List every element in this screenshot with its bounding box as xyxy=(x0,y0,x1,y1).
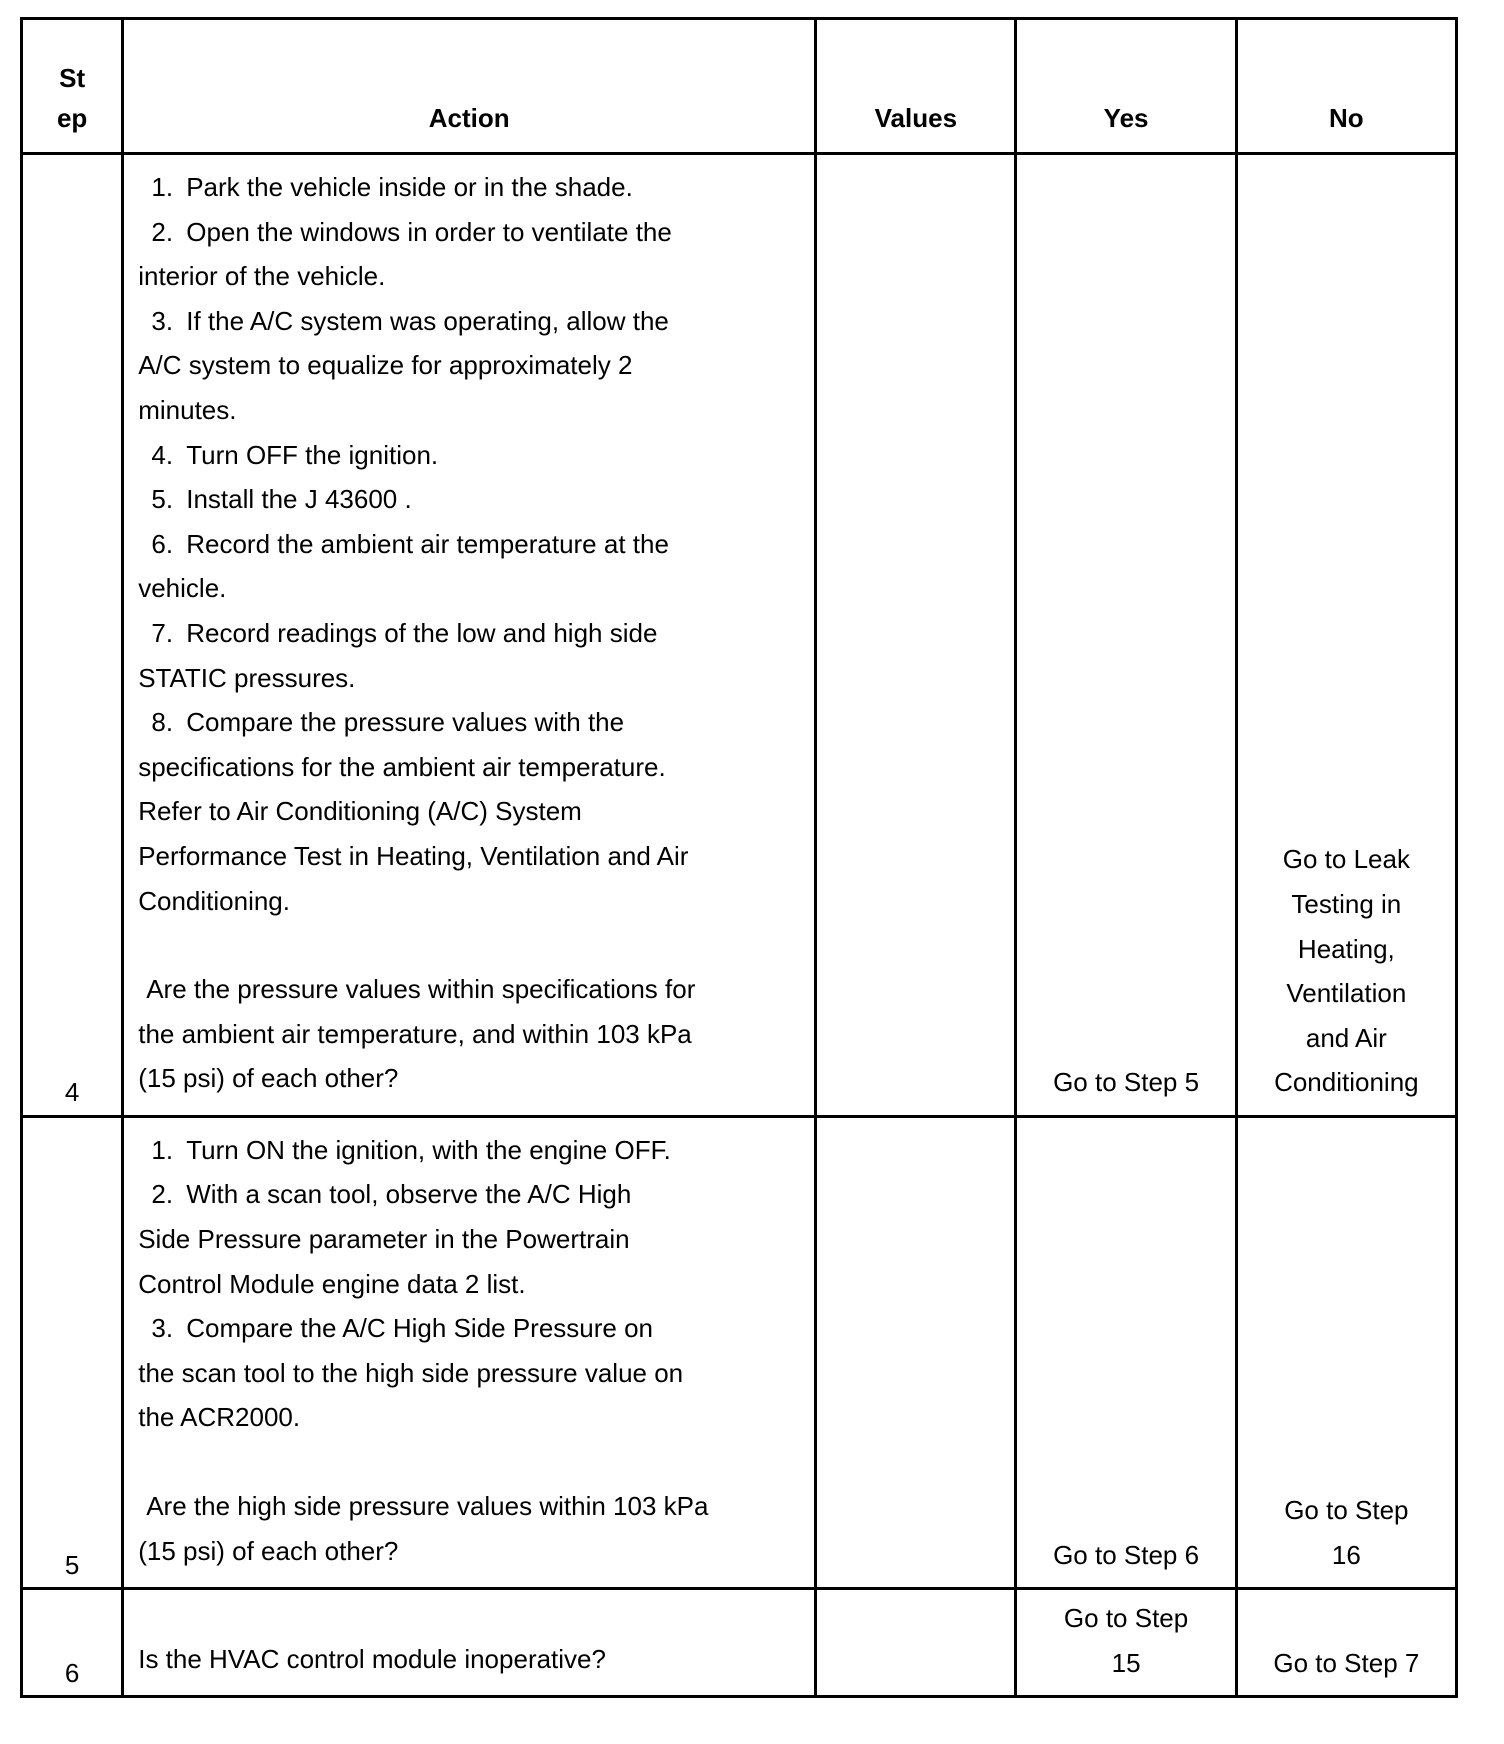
action-cell xyxy=(123,154,816,1117)
list-item-continuation: Control Module engine data 2 list. xyxy=(138,1268,526,1299)
list-item-continuation: the ACR2000. xyxy=(138,1402,301,1433)
list-item: 2. Open the windows in order to ventilate the xyxy=(151,216,672,247)
values-cell xyxy=(816,1589,1016,1697)
list-item: 1. Park the vehicle inside or in the shade. xyxy=(151,172,633,202)
question-text: Are the pressure values within specifications for xyxy=(146,974,696,1005)
values-cell xyxy=(816,1116,1016,1588)
list-item-continuation: Side Pressure parameter in the Powertrain xyxy=(138,1224,630,1255)
yes-cell: Go to Step 15 xyxy=(1016,1589,1236,1697)
list-item-continuation: Performance Test in Heating, Ventilation and Air xyxy=(138,840,689,871)
header-action: Action xyxy=(123,19,816,154)
action-cell xyxy=(123,1589,816,1697)
yes-cell: Go to Step 5 xyxy=(1016,154,1236,1117)
list-item: 3. Compare the A/C High Side Pressure on xyxy=(151,1313,654,1344)
header-row xyxy=(22,19,1457,154)
action-cell xyxy=(123,1116,816,1588)
list-item-continuation: Conditioning. xyxy=(138,885,290,916)
list-item: 5. Install the J 43600 . xyxy=(151,484,412,515)
step-number: 5 xyxy=(22,1116,123,1588)
yes-cell: Go to Step 6 xyxy=(1016,1116,1236,1588)
list-item: 7. Record readings of the low and high side xyxy=(151,617,658,648)
list-item: 1. Turn ON the ignition, with the engine OFF. xyxy=(151,1134,671,1165)
list-item: 3. If the A/C system was operating, allow the xyxy=(151,305,669,336)
list-item-continuation: A/C system to equalize for approximately 2 xyxy=(138,350,633,381)
list-item: 4. Turn OFF the ignition. xyxy=(151,439,439,470)
list-item-continuation: vehicle. xyxy=(138,573,227,604)
list-item: 2. With a scan tool, observe the A/C High xyxy=(151,1179,632,1210)
question-text: Is the HVAC control module inoperative? xyxy=(138,1643,606,1674)
question-text: the ambient air temperature, and within 103 kPa xyxy=(138,1018,692,1049)
header-no: No xyxy=(1236,19,1456,154)
header-values: Values xyxy=(816,19,1016,154)
diagnostic-table xyxy=(20,17,1458,1698)
table-row xyxy=(22,1589,1457,1697)
list-item-continuation: the scan tool to the high side pressure value on xyxy=(138,1357,684,1388)
values-cell xyxy=(816,154,1016,1117)
no-cell: Go to Leak Testing in Heating, Ventilation and Air Conditioning xyxy=(1236,154,1456,1117)
list-item: 6. Record the ambient air temperature at the xyxy=(151,528,669,559)
no-cell: Go to Step 16 xyxy=(1236,1116,1456,1588)
header-step: St ep xyxy=(22,19,123,154)
list-item-continuation: specifications for the ambient air temperature. xyxy=(138,751,666,782)
list-item-continuation: Refer to Air Conditioning (A/C) System xyxy=(138,796,582,827)
no-cell: Go to Step 7 xyxy=(1236,1589,1456,1697)
step-number: 4 xyxy=(22,154,123,1117)
question-text: (15 psi) of each other? xyxy=(138,1535,399,1566)
step-number: 6 xyxy=(22,1589,123,1697)
list-item-continuation: interior of the vehicle. xyxy=(138,261,386,292)
list-item-continuation: minutes. xyxy=(138,394,237,425)
table-row xyxy=(22,154,1457,1117)
list-item: 8. Compare the pressure values with the xyxy=(151,707,625,738)
question-text: Are the high side pressure values within 103 kPa xyxy=(146,1491,709,1522)
header-yes: Yes xyxy=(1016,19,1236,154)
list-item-continuation: STATIC pressures. xyxy=(138,662,356,693)
question-text: (15 psi) of each other? xyxy=(138,1063,399,1094)
table-row xyxy=(22,1116,1457,1588)
